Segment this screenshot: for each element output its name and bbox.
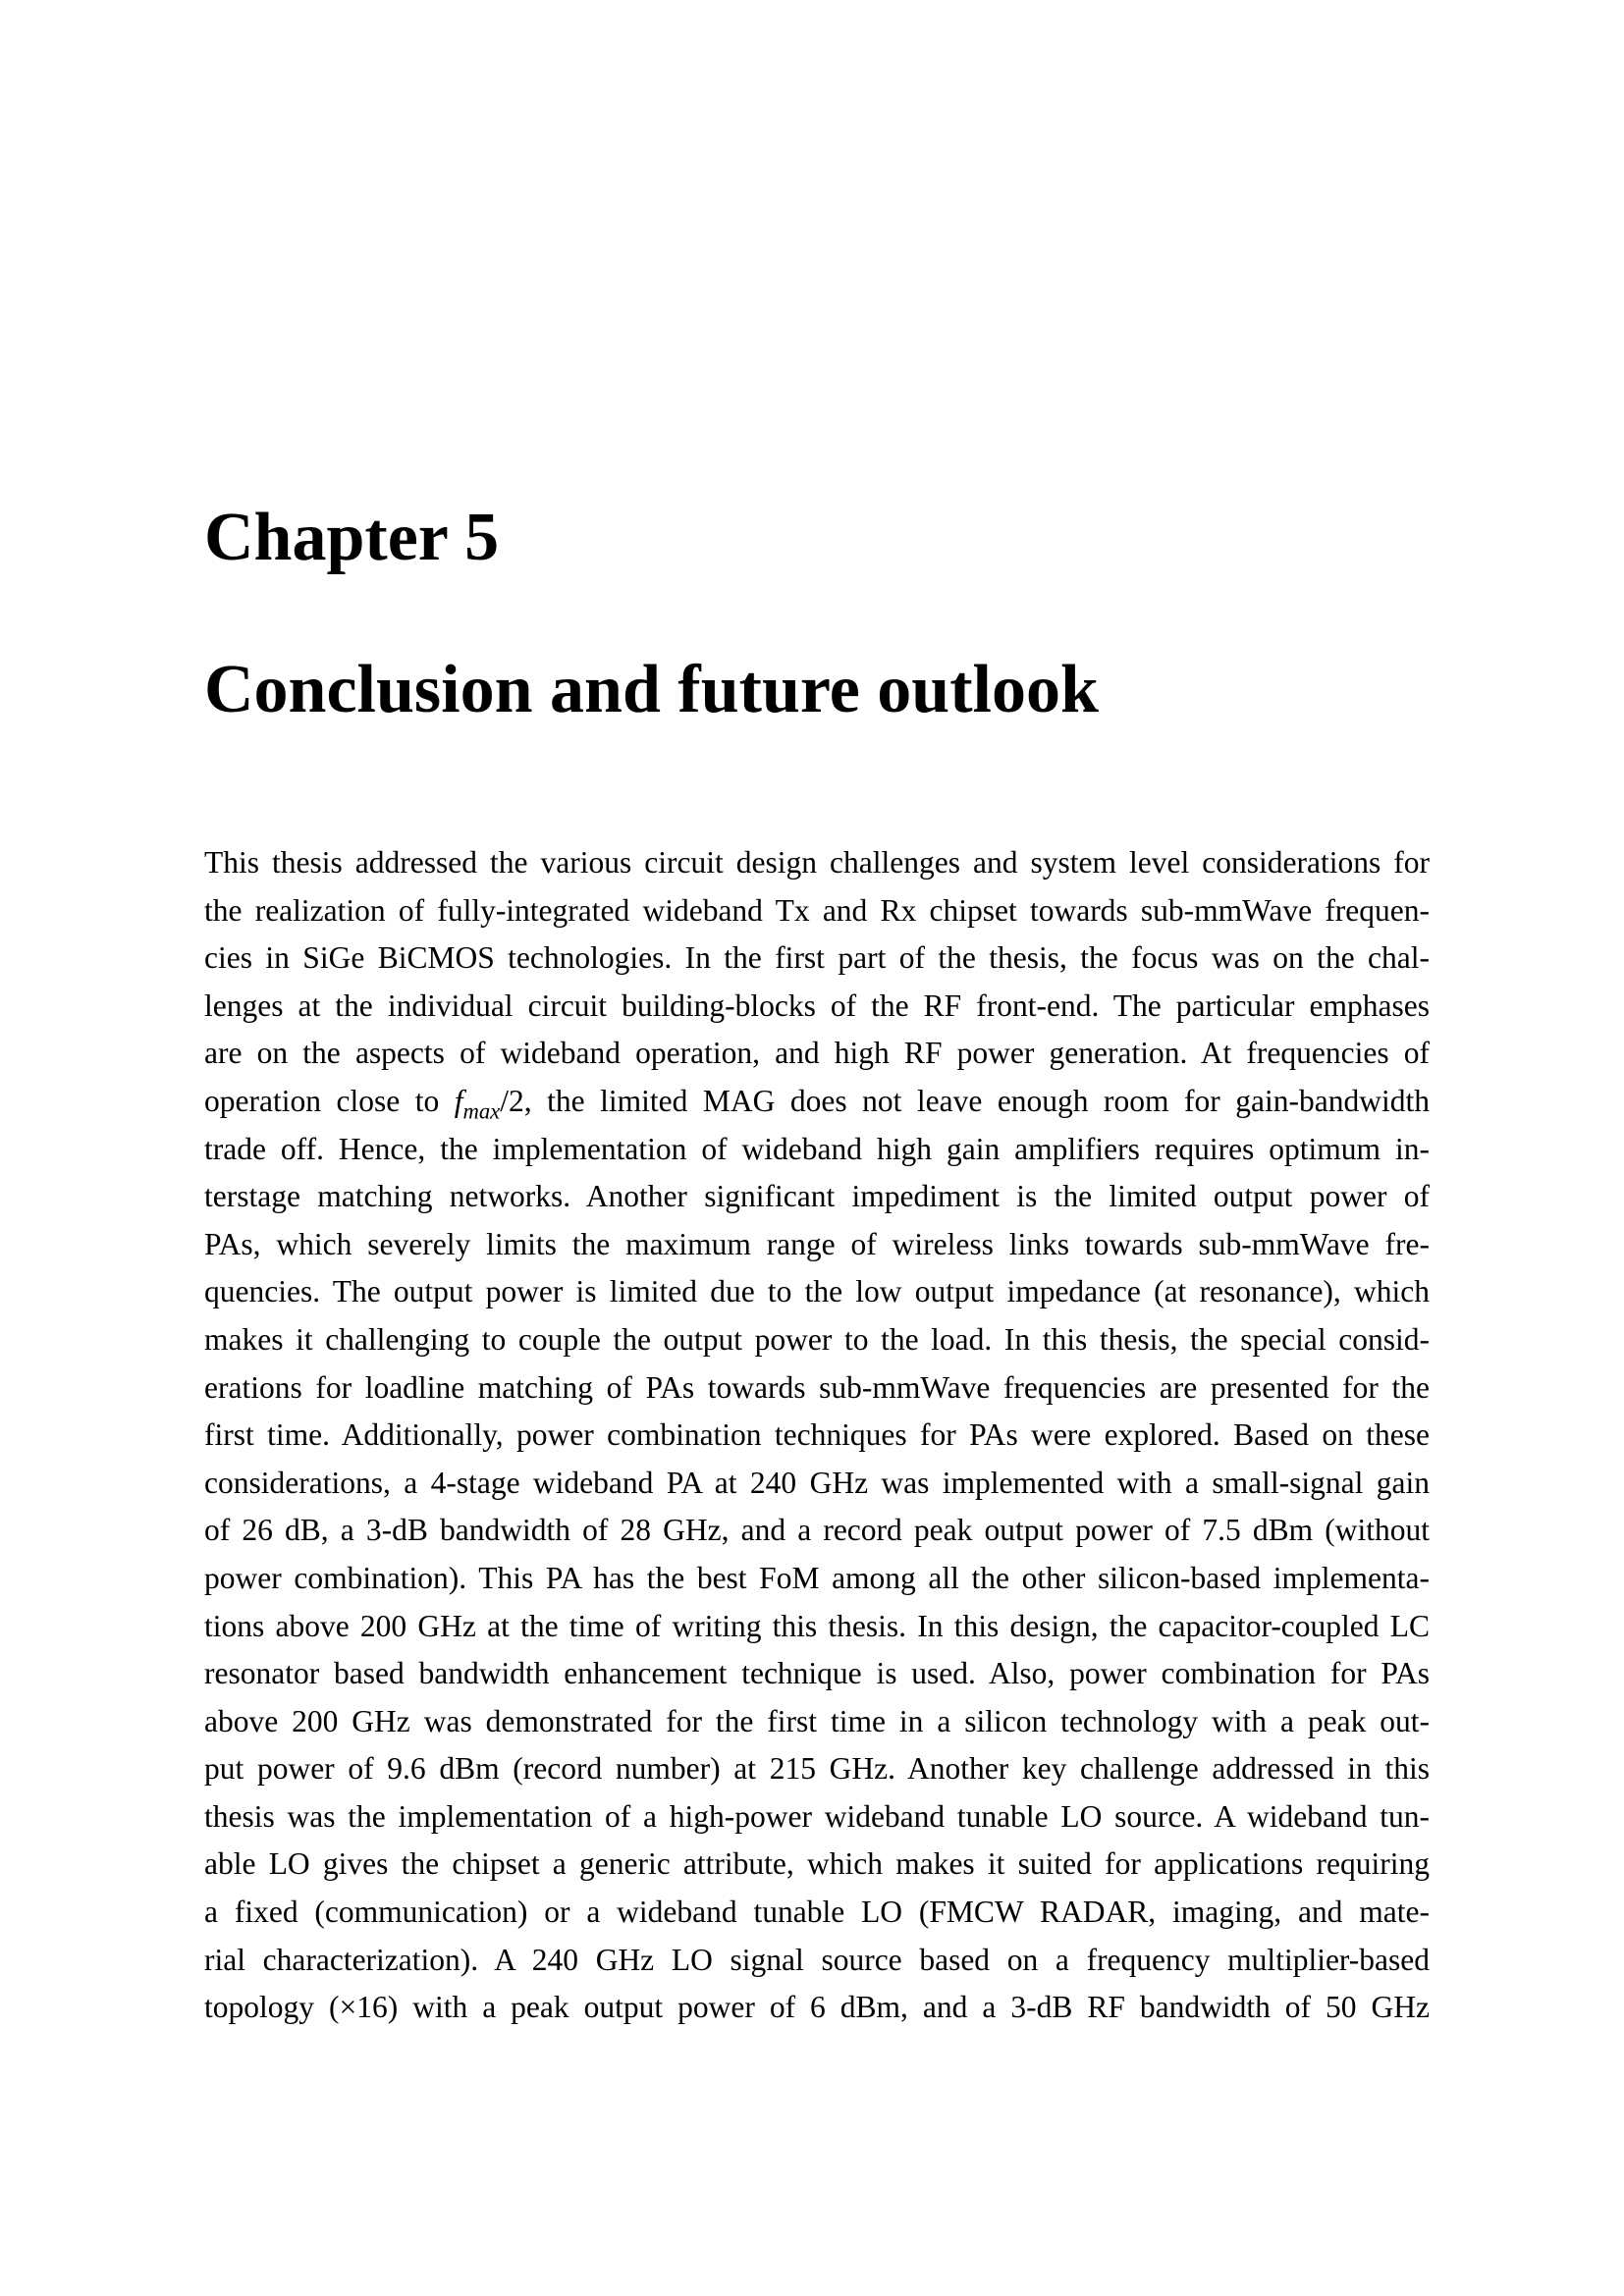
paragraph-line: quencies. The output power is limited due to the low output impedance (at resonance), which	[204, 1274, 1430, 1309]
paragraph-line: makes it challenging to couple the output power to the load. In this thesis, the special consid-	[204, 1321, 1430, 1357]
paragraph-line: a fixed (communication) or a wideband tunable LO (FMCW RADAR, imaging, and mate-	[204, 1895, 1430, 1930]
chapter-title: Conclusion and future outlook	[204, 652, 1099, 727]
paragraph-line: trade off. Hence, the implementation of wideband high gain amplifiers requires optimum in-	[204, 1131, 1430, 1166]
body-paragraph	[204, 839, 1430, 2032]
paragraph-line: above 200 GHz was demonstrated for the first time in a silicon technology with a peak out-	[204, 1703, 1430, 1738]
paragraph-line: power combination). This PA has the best FoM among all the other silicon-based implementa-	[204, 1560, 1430, 1595]
paragraph-line: of 26 dB, a 3-dB bandwidth of 28 GHz, and a record peak output power of 7.5 dBm (without	[204, 1513, 1430, 1548]
paragraph-line: put power of 9.6 dBm (record number) at 215 GHz. Another key challenge addressed in this	[204, 1751, 1430, 1787]
paragraph-line: terstage matching networks. Another significant impediment is the limited output power of	[204, 1179, 1430, 1214]
paragraph-line: topology (×16) with a peak output power of 6 dBm, and a 3-dB RF bandwidth of 50 GHz	[204, 1990, 1430, 2025]
paragraph-line: PAs, which severely limits the maximum range of wireless links towards sub-mmWave fre-	[204, 1226, 1430, 1261]
paragraph-line: This thesis addressed the various circuit design challenges and system level considerations for	[204, 845, 1430, 880]
paragraph-line: are on the aspects of wideband operation, and high RF power generation. At frequencies of	[204, 1036, 1430, 1071]
paragraph-line: thesis was the implementation of a high-power wideband tunable LO source. A wideband tun-	[204, 1798, 1430, 1834]
paragraph-line: considerations, a 4-stage wideband PA at 240 GHz was implemented with a small-signal gain	[204, 1465, 1430, 1500]
paragraph-line: able LO gives the chipset a generic attribute, which makes it suited for applications requiring	[204, 1846, 1430, 1882]
paragraph-line: operation close to $f_{max}/2$, the limited MAG does not leave enough room for gain-bandwidth	[204, 1083, 1430, 1124]
chapter-label: Chapter 5	[204, 500, 500, 575]
paragraph-line: lenges at the individual circuit building-blocks of the RF front-end. The particular emphases	[204, 988, 1430, 1023]
paragraph-line: first time. Additionally, power combination techniques for PAs were explored. Based on these	[204, 1417, 1430, 1453]
paragraph-line: the realization of fully-integrated wideband Tx and Rx chipset towards sub-mmWave frequen-	[204, 892, 1430, 928]
paragraph-line: tions above 200 GHz at the time of writing this thesis. In this design, the capacitor-coupled LC	[204, 1608, 1430, 1643]
paragraph-line: erations for loadline matching of PAs towards sub-mmWave frequencies are presented for the	[204, 1369, 1430, 1405]
paragraph-line: resonator based bandwidth enhancement technique is used. Also, power combination for PAs	[204, 1656, 1430, 1691]
paragraph-line: cies in SiGe BiCMOS technologies. In the first part of the thesis, the focus was on the chal-	[204, 940, 1430, 976]
paragraph-line: rial characterization). A 240 GHz LO signal source based on a frequency multiplier-based	[204, 1942, 1430, 1977]
